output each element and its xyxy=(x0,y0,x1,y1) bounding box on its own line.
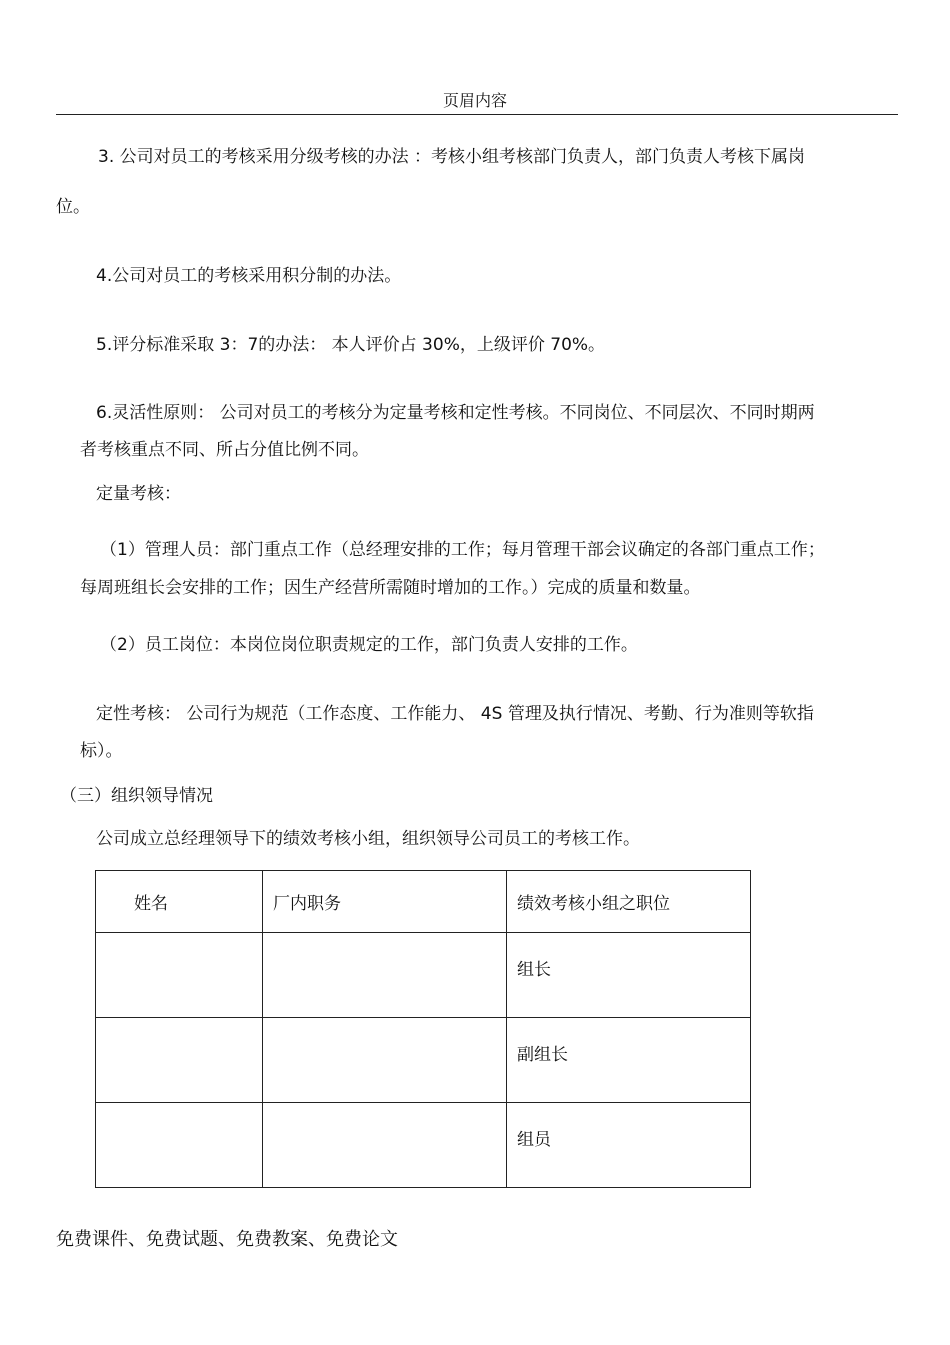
table-row xyxy=(96,1103,751,1188)
table-cell xyxy=(96,933,263,1018)
paragraph-5: 5.评分标准采取 3：7的办法： 本人评价占 30%，上级评价 70%。 xyxy=(96,335,606,355)
table-row xyxy=(96,1018,751,1103)
qualitative-line-2: 标）。 xyxy=(80,741,123,761)
quantitative-item-1-line-2: 每周班组长会安排的工作；因生产经营所需随时增加的工作。）完成的质量和数量。 xyxy=(80,578,701,598)
page-header: 页眉内容 xyxy=(442,91,507,110)
quantitative-item-2: （2）员工岗位：本岗位岗位职责规定的工作，部门负责人安排的工作。 xyxy=(100,635,638,655)
paragraph-3-line-2: 位。 xyxy=(56,197,90,217)
table-cell: 副组长 xyxy=(507,1018,751,1103)
quantitative-title: 定量考核： xyxy=(96,484,181,504)
section-3-intro: 公司成立总经理领导下的绩效考核小组，组织领导公司员工的考核工作。 xyxy=(96,829,640,849)
column-header-name: 姓名 xyxy=(96,871,263,933)
paragraph-4: 4.公司对员工的考核采用积分制的办法。 xyxy=(96,266,402,286)
table-cell: 组长 xyxy=(507,933,751,1018)
table-header-row xyxy=(96,871,751,933)
header-divider xyxy=(56,114,898,115)
table-cell: 组员 xyxy=(507,1103,751,1188)
table-cell xyxy=(263,1103,507,1188)
paragraph-6-line-2: 者考核重点不同、所占分值比例不同。 xyxy=(80,440,369,460)
table-cell xyxy=(263,1018,507,1103)
table-cell xyxy=(263,933,507,1018)
table-row xyxy=(96,933,751,1018)
paragraph-6-line-1: 6.灵活性原则： 公司对员工的考核分为定量考核和定性考核。不同岗位、不同层次、不同时期两 xyxy=(96,403,815,423)
page-footer: 免费课件、免费试题、免费教案、免费论文 xyxy=(56,1229,398,1250)
section-3-title: （三）组织领导情况 xyxy=(60,786,213,806)
table-cell xyxy=(96,1103,263,1188)
assessment-group-table xyxy=(95,870,751,1188)
column-header-factory-position: 厂内职务 xyxy=(263,871,507,933)
paragraph-3-line-1: 3. 公司对员工的考核采用分级考核的办法 ：考核小组考核部门负责人，部门负责人考核下属岗 xyxy=(98,147,806,167)
table-cell xyxy=(96,1018,263,1103)
column-header-group-role: 绩效考核小组之职位 xyxy=(507,871,751,933)
qualitative-line-1: 定性考核： 公司行为规范（工作态度、工作能力、 4S 管理及执行情况、考勤、行为准则等软指 xyxy=(96,704,814,724)
quantitative-item-1-line-1: （1）管理人员：部门重点工作（总经理安排的工作；每月管理干部会议确定的各部门重点工作； xyxy=(100,540,825,560)
